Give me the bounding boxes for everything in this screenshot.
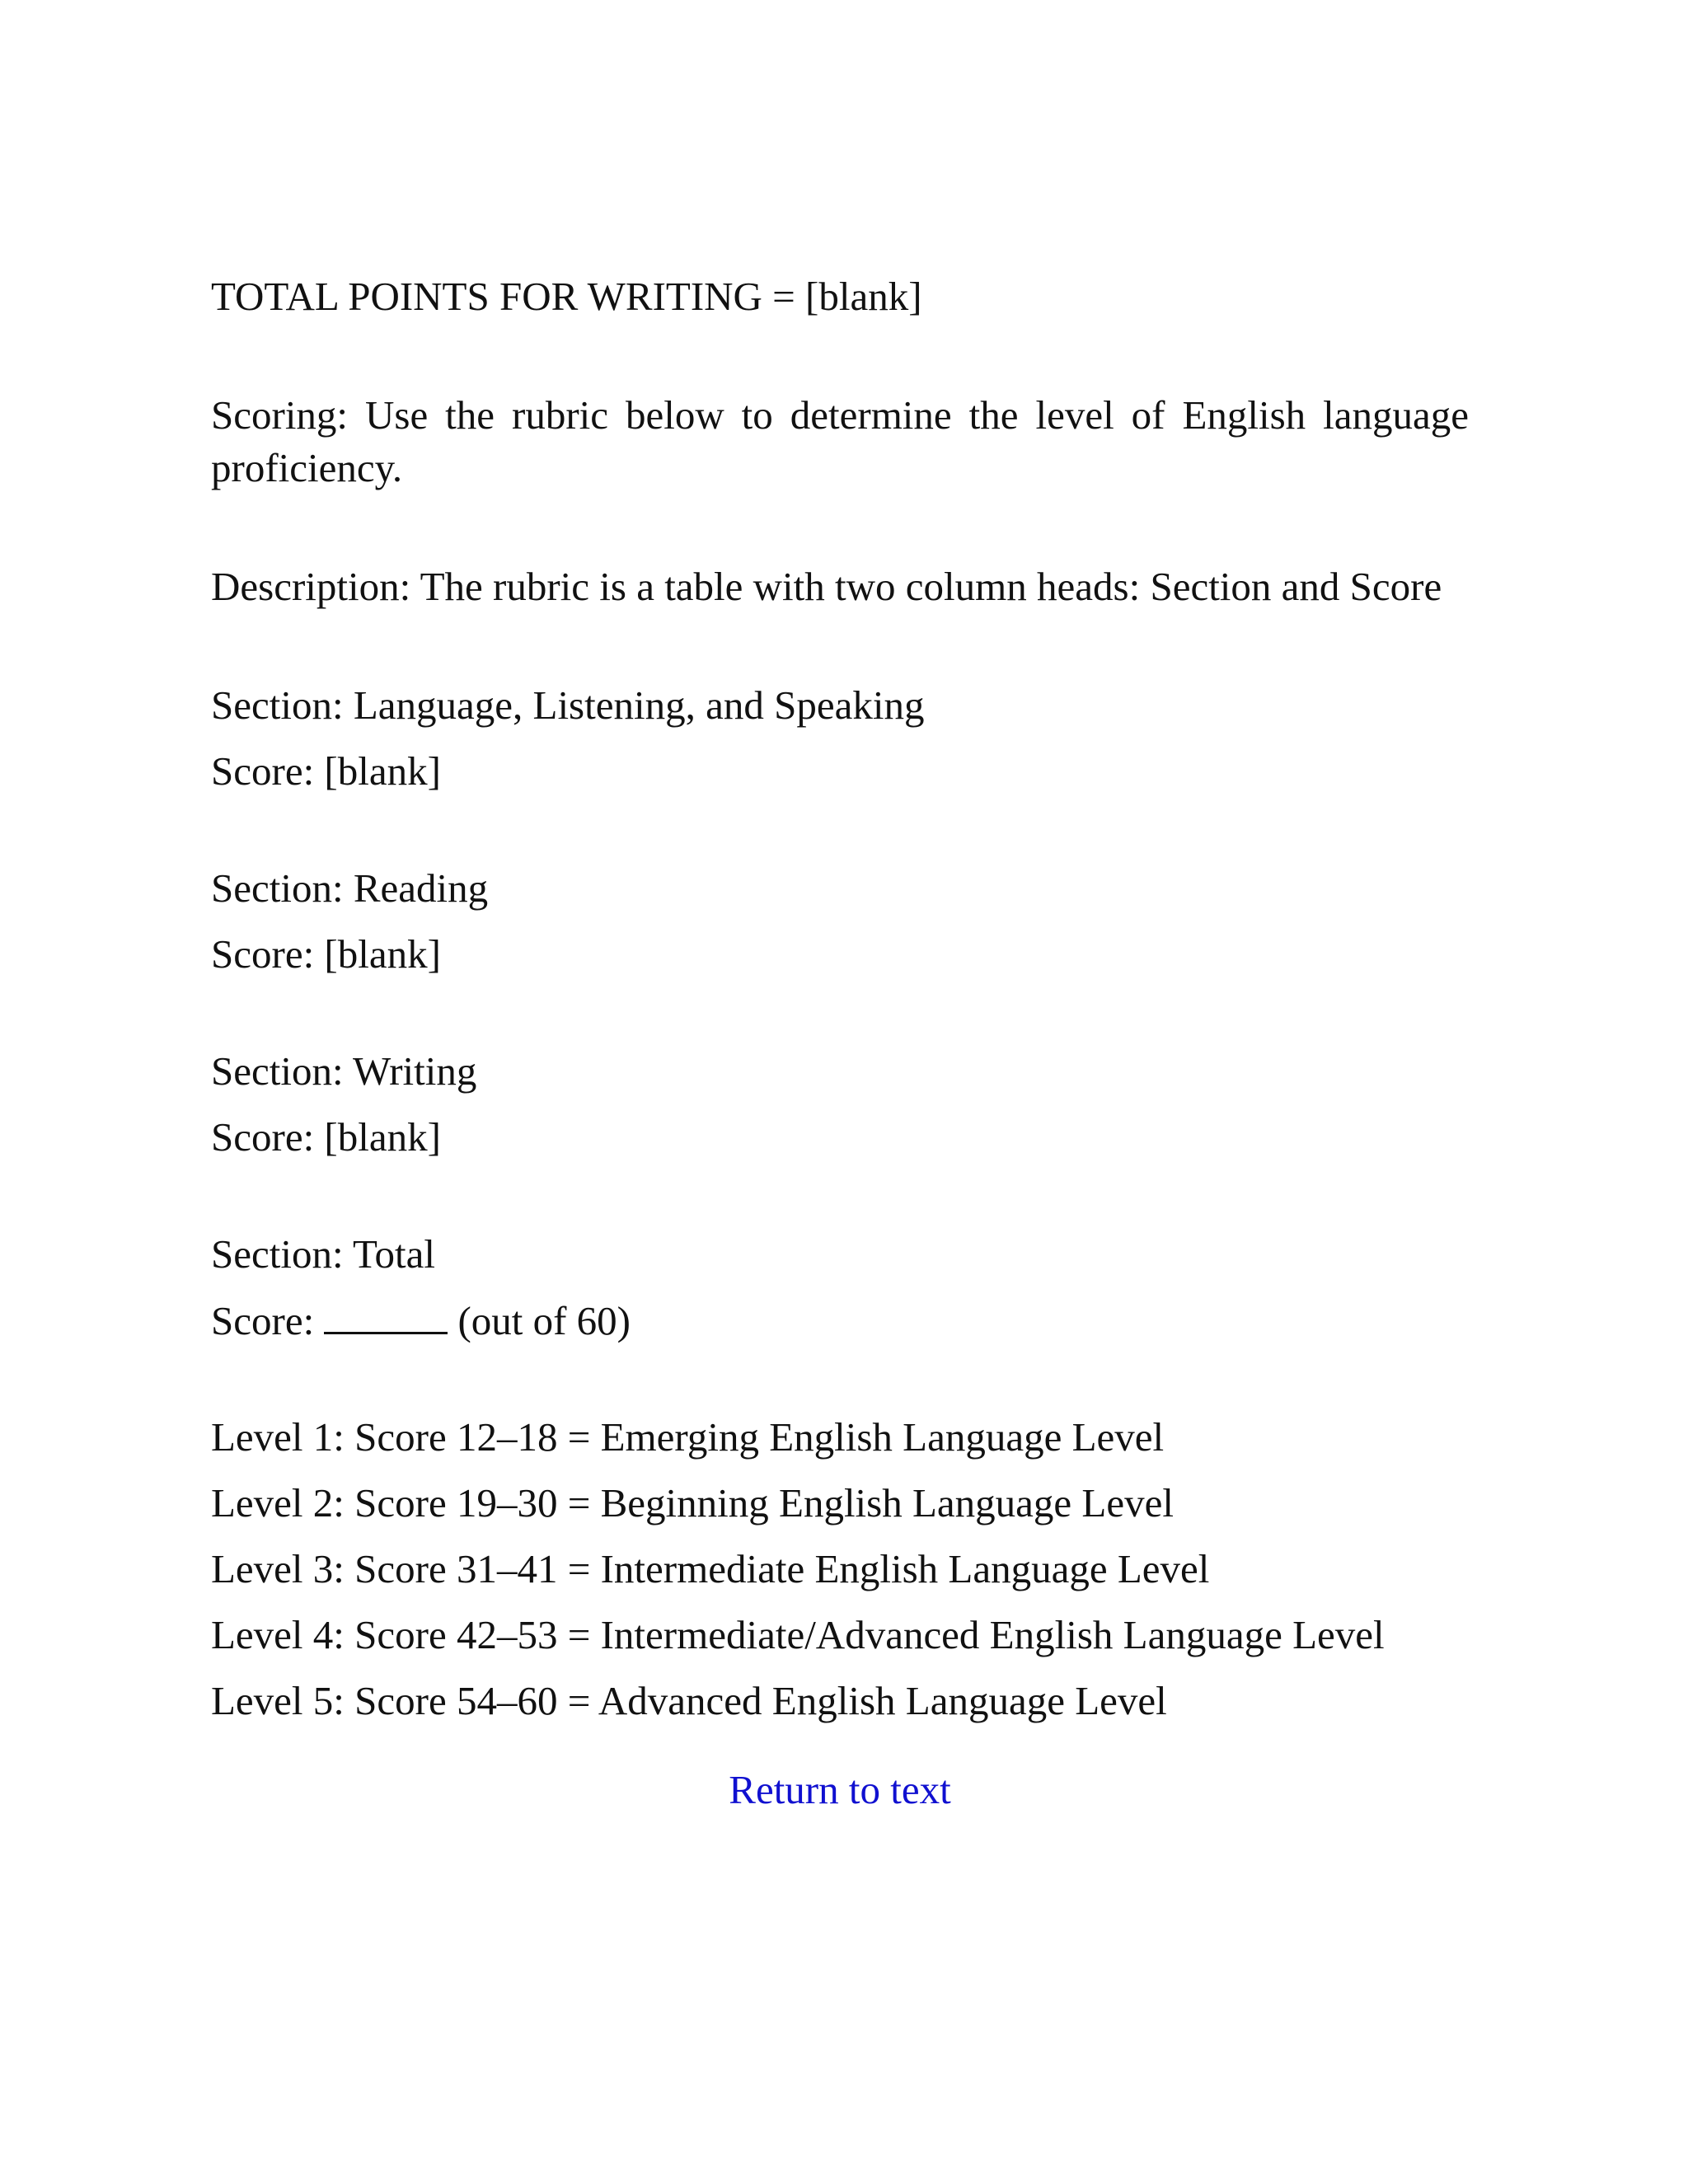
- score-label: Score:: [211, 1298, 315, 1343]
- level-item: Level 4: Score 42–53 = Intermediate/Advanced English Language Level: [211, 1612, 1385, 1657]
- total-score-line: [211, 1294, 1469, 1360]
- return-to-text-link[interactable]: Return to text: [729, 1767, 951, 1812]
- score-label: Score: [blank]: [211, 1114, 441, 1160]
- description-paragraph: Description: The rubric is a table with two column heads: Section and Score: [211, 564, 1442, 609]
- total-points-line: TOTAL POINTS FOR WRITING = [blank]: [211, 274, 922, 319]
- section-label: Section: Writing: [211, 1048, 477, 1094]
- section-label: Section: Total: [211, 1231, 435, 1277]
- document-page: [211, 270, 1469, 1816]
- rubric-section-total: [211, 1228, 1469, 1360]
- score-label: Score: [blank]: [211, 931, 441, 977]
- rubric-section-reading: [211, 862, 1469, 994]
- section-label: Section: Reading: [211, 865, 489, 911]
- rubric-section-language: [211, 679, 1469, 811]
- level-item: Level 1: Score 12–18 = Emerging English Language Level: [211, 1414, 1165, 1460]
- rubric-section-writing: [211, 1045, 1469, 1177]
- return-link-container: [211, 1764, 1469, 1816]
- score-suffix: (out of 60): [457, 1298, 631, 1343]
- scoring-paragraph: Scoring: Use the rubric below to determine the level of English language proficiency.: [211, 392, 1469, 490]
- level-item: Level 3: Score 31–41 = Intermediate English Language Level: [211, 1546, 1210, 1591]
- score-blank: [324, 1294, 448, 1334]
- level-item: Level 5: Score 54–60 = Advanced English Language Level: [211, 1678, 1167, 1723]
- levels-list: [211, 1411, 1469, 1741]
- score-label: Score: [blank]: [211, 748, 441, 794]
- level-item: Level 2: Score 19–30 = Beginning English Language Level: [211, 1480, 1174, 1526]
- section-label: Section: Language, Listening, and Speaking: [211, 682, 925, 728]
